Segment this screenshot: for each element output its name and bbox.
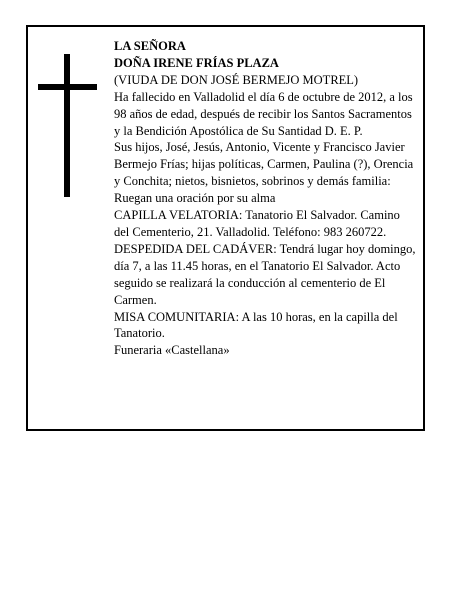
funeral-home: Funeraria «Castellana» xyxy=(114,343,230,358)
deceased-name: DOÑA IRENE FRÍAS PLAZA xyxy=(114,55,279,70)
cross-icon-crossbar xyxy=(38,84,97,90)
family-paragraph: Sus hijos, José, Jesús, Antonio, Vicente y Francisco Javier Bermejo Frías; hijas políticas, Carmen, Paulina (?), Orencia y Conchita; nietos, bisnietos, sobrinos y demás familia: xyxy=(114,140,414,189)
mass-paragraph: MISA COMUNITARIA: A las 10 horas, en la capilla del Tanatorio. xyxy=(114,309,398,341)
obituary-text xyxy=(114,38,416,359)
death-paragraph: Ha fallecido en Valladolid el día 6 de octubre de 2012, a los 98 años de edad, después de recibir los Santos Sacramentos y la Bendición Apostólica de Su Santidad D. E. P. xyxy=(114,89,413,138)
farewell-paragraph: DESPEDIDA DEL CADÁVER: Tendrá lugar hoy domingo, día 7, a las 11.45 horas, en el Tanatorio El Salvador. Acto seguido se realizará la conducción al cementerio de El Carmen. xyxy=(114,241,416,307)
heading-title: LA SEÑORA xyxy=(114,39,186,53)
widow-subheading: (VIUDA DE DON JOSÉ BERMEJO MOTREL) xyxy=(114,72,359,87)
cross-icon xyxy=(64,54,70,197)
prayer-request: Ruegan una oración por su alma xyxy=(114,191,276,206)
chapel-paragraph: CAPILLA VELATORIA: Tanatorio El Salvador. Camino del Cementerio, 21. Valladolid. Teléfono: 983 260722. xyxy=(114,208,400,239)
